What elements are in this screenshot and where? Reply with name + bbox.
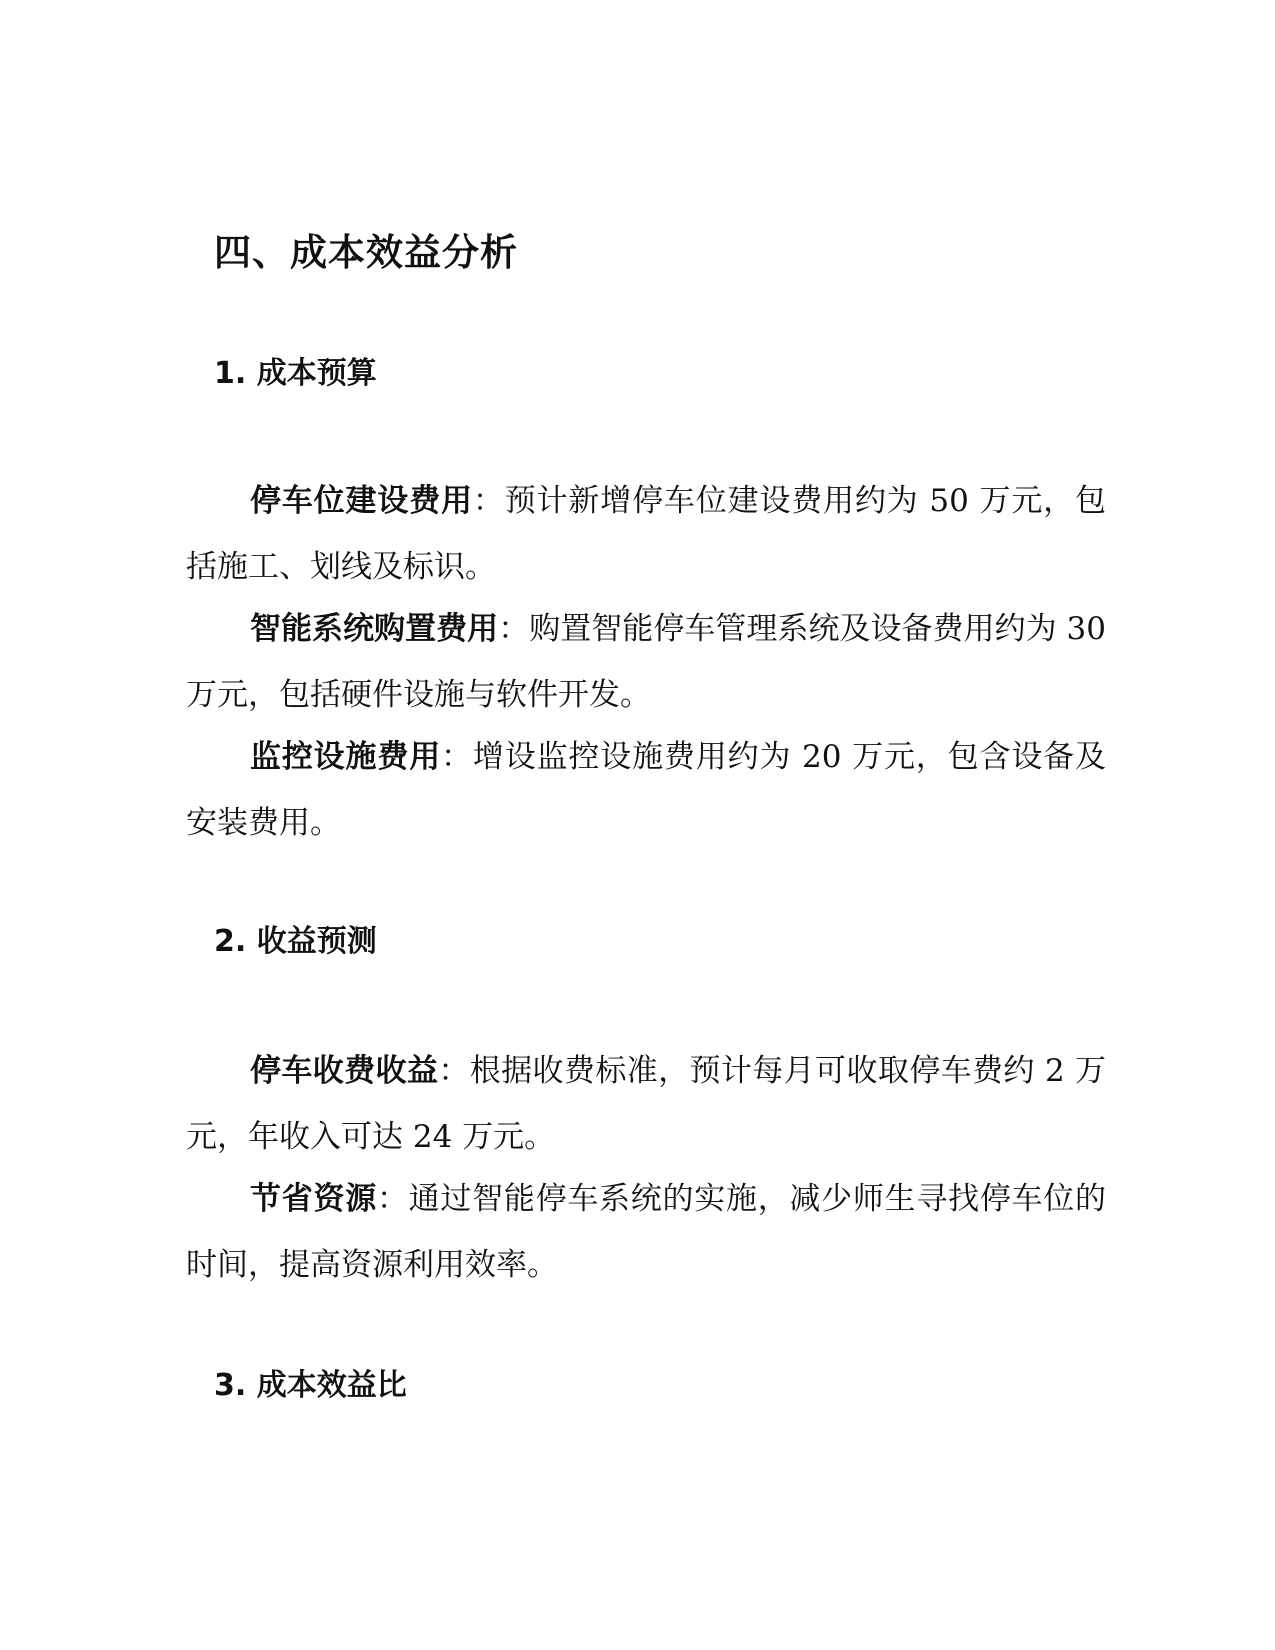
text-smart-system: ：购置智能停车管理系统及设备费用约为 30 万元，包括硬件设施与软件开发。: [186, 611, 1106, 713]
subheading-cost-benefit-ratio: 3. 成本效益比: [214, 1368, 407, 1403]
text-parking-revenue: ：根据收费标准，预计每月可收取停车费约 2 万元，年收入可达 24 万元。: [186, 1053, 1107, 1155]
term-parking-construction: 停车位建设费用: [250, 483, 473, 519]
paragraph-parking-construction: [186, 468, 1106, 600]
text-monitoring: ：增设监控设施费用约为 20 万元，包含设备及安装费用。: [186, 739, 1107, 841]
term-parking-revenue: 停车收费收益: [250, 1053, 439, 1089]
text-resource-saving: ：通过智能停车系统的实施，减少师生寻找停车位的时间，提高资源利用效率。: [186, 1181, 1107, 1283]
subheading-revenue-forecast: 2. 收益预测: [214, 924, 377, 959]
text-parking-construction: ：预计新增停车位建设费用约为 50 万元，包括施工、划线及标识。: [186, 483, 1107, 585]
section-title: 四、成本效益分析: [214, 231, 518, 274]
paragraph-smart-system: [186, 596, 1106, 728]
subheading-cost-budget: 1. 成本预算: [214, 356, 377, 391]
term-smart-system: 智能系统购置费用: [250, 611, 499, 647]
paragraph-resource-saving: [186, 1166, 1106, 1298]
term-monitoring: 监控设施费用: [250, 739, 442, 775]
term-resource-saving: 节省资源: [250, 1181, 377, 1217]
paragraph-parking-revenue: [186, 1038, 1106, 1170]
paragraph-monitoring: [186, 724, 1106, 856]
